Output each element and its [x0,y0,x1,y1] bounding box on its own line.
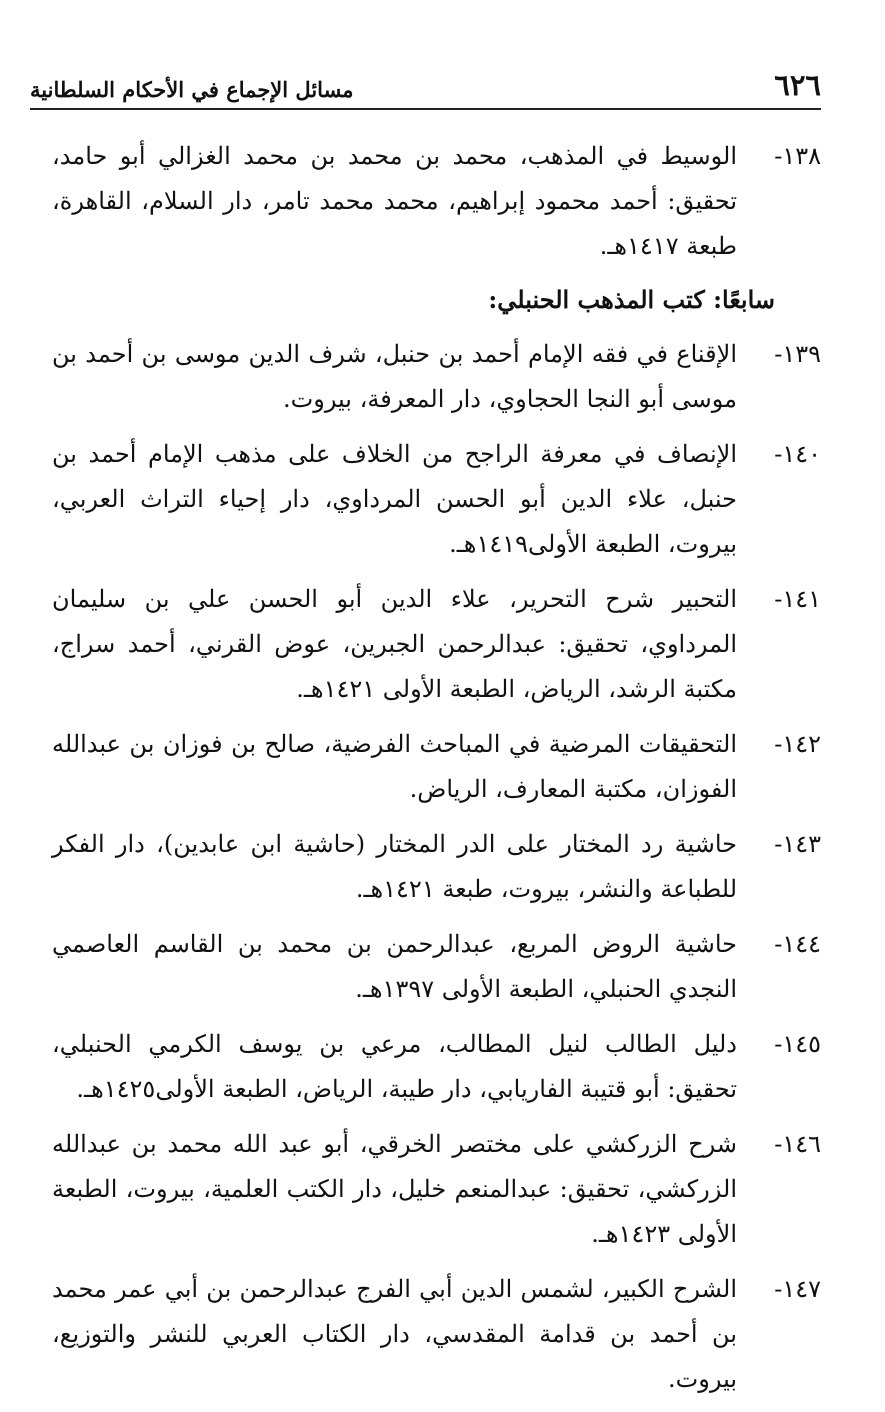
section-heading: سابعًا: كتب المذهب الحنبلي: [488,285,775,314]
bibliography-entry [52,577,821,712]
bibliography-list [52,134,821,1412]
bibliography-entry [52,134,821,269]
entry-number: ١٤٧- [774,1275,821,1303]
bibliography-entry [52,922,821,1012]
bibliography-entry [52,822,821,912]
entry-text: دليل الطالب لنيل المطالب، مرعي بن يوسف الكرمي الحنبلي، تحقيق: أبو قتيبة الفاريابي، دار طيبة، الرياض، الطبعة الأولى١٤٢٥هـ. [52,1030,737,1103]
bibliography-entry [52,722,821,812]
entry-number: ١٤٠- [774,440,821,468]
entry-number: ١٤٥- [774,1030,821,1058]
bibliography-entry [52,1267,821,1402]
entry-number: ١٤٣- [774,830,821,858]
entry-number: ١٤٦- [774,1130,821,1158]
page-header [30,62,821,110]
entry-text: حاشية رد المختار على الدر المختار (حاشية ابن عابدين)، دار الفكر للطباعة والنشر، بيروت، طبعة ١٤٢١هـ. [52,830,738,903]
running-title: مسائل الإجماع في الأحكام السلطانية [30,77,354,102]
bibliography-entry [52,1122,821,1257]
page-number: ٦٢٦ [774,68,821,102]
entry-number: ١٣٨- [774,142,821,170]
entry-text: الإنصاف في معرفة الراجح من الخلاف على مذهب الإمام أحمد بن حنبل، علاء الدين أبو الحسن المرداوي، دار إحياء التراث العربي، بيروت، الطبعة الأولى١٤١٩هـ. [52,440,737,558]
entry-text: التحقيقات المرضية في المباحث الفرضية، صالح بن فوزان بن عبدالله الفوزان، مكتبة المعارف، الرياض. [52,730,737,803]
entry-text: الإقناع في فقه الإمام أحمد بن حنبل، شرف الدين موسى بن أحمد بن موسى أبو النجا الحجاوي، دار المعرفة، بيروت. [52,340,737,413]
entry-text: شرح الزركشي على مختصر الخرقي، أبو عبد الله محمد بن عبدالله الزركشي، تحقيق: عبدالمنعم خليل، دار الكتب العلمية، بيروت، الطبعة الأولى ١٤٢٣هـ. [52,1130,737,1248]
entry-text: التحبير شرح التحرير، علاء الدين أبو الحسن علي بن سليمان المرداوي، تحقيق: عبدالرحمن الجبرين، عوض القرني، أحمد سراج، مكتبة الرشد، الرياض، الطبعة الأولى ١٤٢١هـ. [52,585,737,703]
bibliography-entry [52,1022,821,1112]
entry-text: الشرح الكبير، لشمس الدين أبي الفرج عبدالرحمن بن أبي عمر محمد بن أحمد بن قدامة المقدسي، دار الكتاب العربي للنشر والتوزيع، بيروت. [52,1275,737,1393]
entry-number: ١٣٩- [774,340,821,368]
entry-number: ١٤١- [774,585,821,613]
bibliography-entry [52,332,821,422]
entry-number: ١٤٤- [774,930,821,958]
entry-number: ١٤٢- [774,730,821,758]
entry-text: الوسيط في المذهب، محمد بن محمد بن محمد الغزالي أبو حامد، تحقيق: أحمد محمود إبراهيم، محمد محمد تامر، دار السلام، القاهرة، طبعة ١٤١٧هـ. [52,142,737,260]
entry-text: حاشية الروض المربع، عبدالرحمن بن محمد بن القاسم العاصمي النجدي الحنبلي، الطبعة الأولى ١٣٩٧هـ. [52,930,737,1003]
bibliography-entry [52,432,821,567]
